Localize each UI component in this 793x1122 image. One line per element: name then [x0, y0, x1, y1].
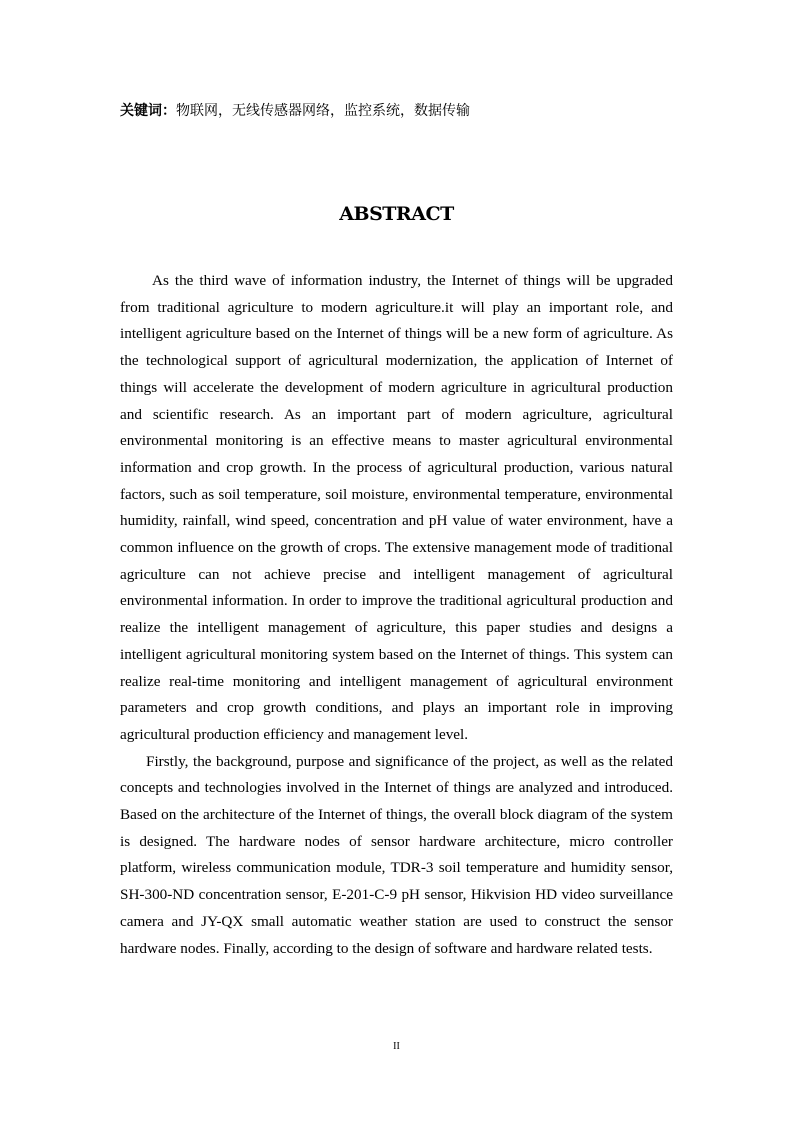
abstract-body [120, 268, 673, 962]
keywords-text: 物联网，无线传感器网络，监控系统，数据传输 [176, 103, 470, 119]
abstract-paragraph-2: Firstly, the background, purpose and significance of the project, as well as the related concepts and technologies involved in the Internet of things are analyzed and introduced. Based on the architecture of the Internet of things, the overall block diagram of the system is designed. The hardware nodes of sensor hardware architecture, micro controller platform, wireless communication module, TDR-3 soil temperature and humidity sensor, SH-300-ND concentration sensor, E-201-C-9 pH sensor, Hikvision HD video surveillance camera and JY-QX small automatic weather station are used to construct the sensor hardware nodes. Finally, according to the design of software and hardware related tests. [120, 752, 673, 957]
page-number: II [393, 1041, 400, 1052]
keywords-label: 关键词： [120, 103, 176, 119]
abstract-title: ABSTRACT [339, 203, 454, 225]
abstract-paragraph-1: As the third wave of information industry, the Internet of things will be upgraded from traditional agriculture to modern agriculture.it will play an important role, and intelligent agriculture based on the Internet of things will be a new form of agriculture. As the technological support of agricultural modernization, the application of Internet of things will accelerate the development of modern agriculture in agricultural production and scientific research. As an important part of modern agriculture, agricultural environmental monitoring is an effective means to master agricultural environmental information and crop growth. In the process of agricultural production, various natural factors, such as soil temperature, soil moisture, environmental temperature, environmental humidity, rainfall, wind speed, concentration and pH value of water environment, have a common influence on the growth of crops. The extensive management mode of traditional agriculture can not achieve precise and intelligent management of agricultural environmental information. In order to improve the traditional agricultural production and realize the intelligent management of agriculture, this paper studies and designs a intelligent agricultural monitoring system based on the Internet of things. This system can realize real-time monitoring and intelligent management of agricultural environment parameters and crop growth conditions, and plays an important role in improving agricultural production efficiency and management level. [120, 272, 673, 743]
keywords-line [120, 99, 680, 123]
